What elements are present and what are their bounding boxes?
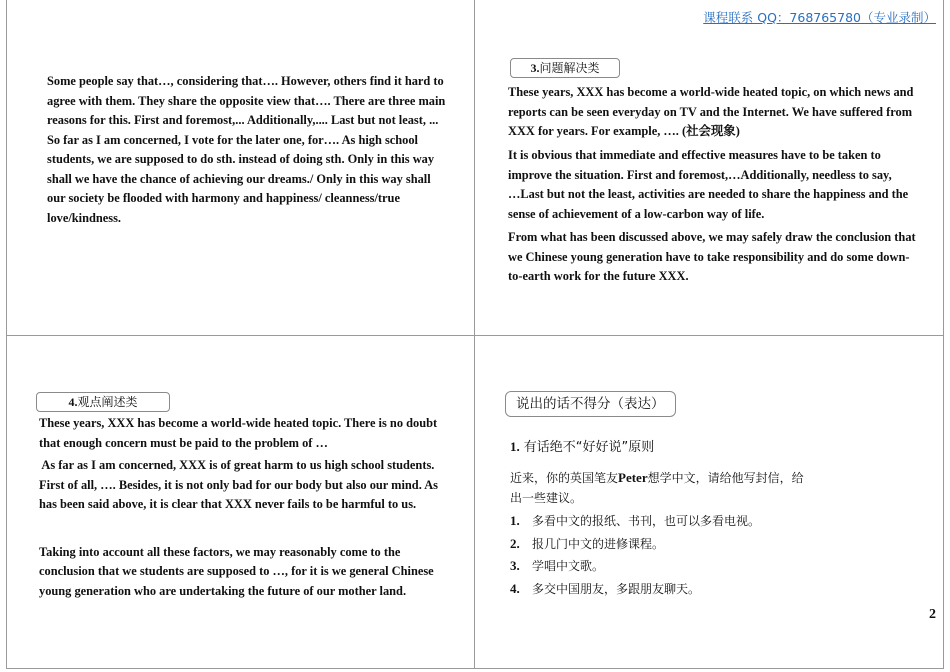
- prompt-name: Peter: [618, 470, 648, 485]
- item-text: 学唱中文歌。: [532, 559, 605, 573]
- q2-line: to-earth work for the future XXX.: [508, 269, 689, 283]
- item-number: 3.: [510, 558, 520, 573]
- q3-line: conclusion that we students are supposed to …, for it is we general Chinese: [39, 564, 434, 578]
- item-text: 多看中文的报纸、书刊，也可以多看电视。: [532, 514, 761, 528]
- q1-line: reasons for this. First and foremost,... Additionally,.... Last but not least, ...: [47, 113, 439, 127]
- item-number: 1.: [510, 513, 520, 528]
- q2-line: …Last but not the least, activities are needed to share the happiness and the: [508, 187, 909, 201]
- tag-label: 问题解决类: [539, 61, 600, 75]
- section-title-box: 说出的话不得分（表达）: [505, 391, 676, 417]
- quadrant-divider-horizontal: [6, 335, 944, 336]
- q1-line: our society be flooded with harmony and happiness/ cleanness/true: [47, 191, 400, 205]
- q3-line: These years, XXX has become a world-wide heated topic. There is no doubt: [39, 416, 438, 430]
- item-number: 2.: [510, 536, 520, 551]
- prompt-text: 想学中文，请给他写封信，给: [647, 471, 804, 485]
- suggestion-item: [510, 557, 604, 574]
- item-text: 多交中国朋友，多跟朋友聊天。: [532, 582, 701, 596]
- q3-line: Taking into account all these factors, we may reasonably come to the: [39, 544, 401, 559]
- q3-line: has been said above, it is clear that XXX never fails to be harmful to us.: [39, 497, 417, 511]
- q2-line: sense of achievement of a low-carbon way of life.: [508, 206, 765, 221]
- page-border-bottom: [6, 668, 944, 669]
- q2-line: we Chinese young generation have to take responsibility and do some down-: [508, 249, 910, 264]
- q3-line: As far as I am concerned, XXX is of great harm to us high school students.: [39, 458, 435, 472]
- q1-line: students, we are supposed to do sth. instead of doing sth. Only in this way: [47, 152, 435, 166]
- q1-line: So far as I am concerned, I vote for the later one, for…. As high school: [47, 132, 419, 147]
- suggestion-item: [510, 512, 760, 529]
- q2-line: These years, XXX has become a world-wide heated topic, on which news and: [508, 85, 914, 99]
- item-number: 4.: [510, 581, 520, 596]
- q3-line: that enough concern must be paid to the problem of …: [39, 435, 328, 450]
- item-text: 报几门中文的进修课程。: [532, 537, 665, 551]
- page-number: 2: [929, 607, 936, 622]
- prompt-text: 近来，你的英国笔友: [510, 471, 619, 485]
- q1-line: agree with them. They share the opposite view that…. There are three main: [47, 93, 446, 108]
- q2-line: From what has been discussed above, we may safely draw the conclusion that: [508, 230, 916, 244]
- prompt-line: [510, 469, 804, 486]
- subsection-title: 有话绝不“好好说”原则: [523, 440, 655, 455]
- contact-link[interactable]: 课程联系 QQ：768765780（专业录制）: [703, 10, 936, 25]
- q2-line: improve the situation. First and foremost,…Additionally, needless to say,: [508, 167, 892, 182]
- suggestion-item: [510, 535, 664, 552]
- section-tag-opinion: [36, 392, 170, 412]
- prompt-line: 出一些建议。: [510, 491, 583, 505]
- q2-line: reports can be seen everyday on TV and the Internet. We have suffered from: [508, 104, 913, 119]
- section-tag-problem-solving: [510, 58, 620, 78]
- q3-line: First of all, …. Besides, it is not only bad for our body but also our mind. As: [39, 477, 438, 492]
- q1-line: love/kindness.: [47, 210, 122, 225]
- q1-line: shall we have the chance of achieving our dreams./ Only in this way shall: [47, 171, 431, 186]
- q1-line: Some people say that…, considering that…. However, others find it hard to: [47, 74, 444, 88]
- tag-number: 3.: [530, 61, 540, 75]
- subsection-number: 1.: [510, 439, 520, 454]
- subsection-heading: [510, 436, 654, 455]
- q3-line: young generation who are undertaking the future of our mother land.: [39, 583, 407, 598]
- q2-line: XXX for years. For example, …. (社会现象): [508, 124, 740, 138]
- suggestion-item: [510, 580, 700, 597]
- q2-line: It is obvious that immediate and effective measures have to be taken to: [508, 148, 881, 162]
- tag-label: 观点阐述类: [77, 395, 138, 409]
- tag-number: 4.: [68, 395, 78, 409]
